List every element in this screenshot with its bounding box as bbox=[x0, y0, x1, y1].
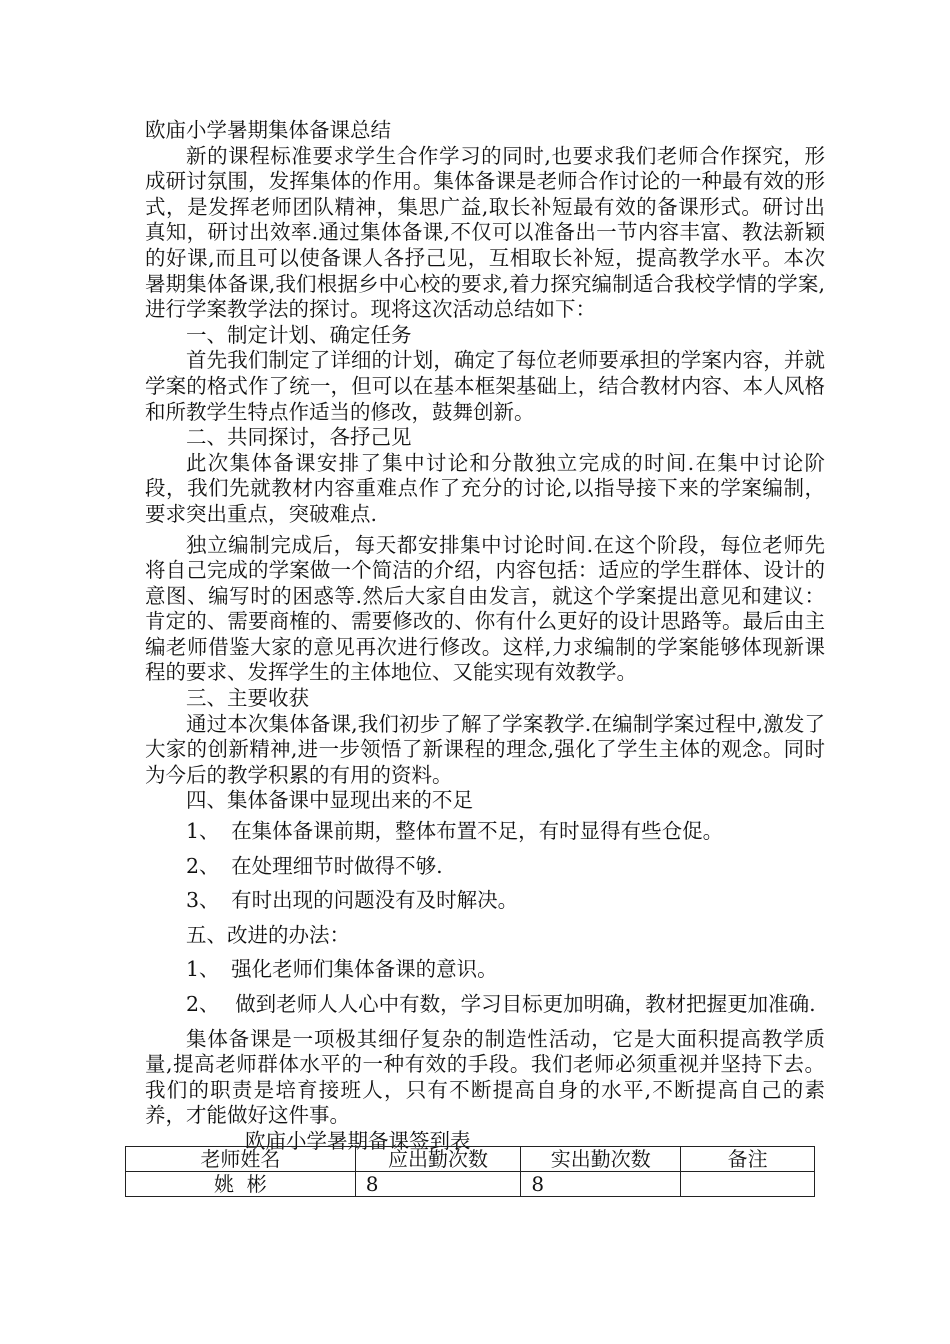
item-number: 3、 bbox=[186, 888, 220, 913]
improvement-item-2 bbox=[145, 992, 825, 1018]
header-actual-attendance: 实出勤次数 bbox=[521, 1147, 681, 1172]
header-expected-attendance: 应出勤次数 bbox=[355, 1147, 521, 1172]
section-2-paragraph-1: 此次集体备课安排了集中讨论和分散独立完成的时间.在集中讨论阶段，我们先就教材内容重难点作了充分的讨论,以指导接下来的学案编制，要求突出重点，突破难点. bbox=[145, 450, 825, 526]
item-number: 1、 bbox=[186, 957, 220, 982]
section-heading-2: 二、共同探讨，各抒己见 bbox=[186, 425, 412, 450]
section-heading-3: 三、主要收获 bbox=[186, 686, 309, 711]
shortcoming-item-3 bbox=[145, 888, 825, 914]
item-text: 做到老师人人心中有数，学习目标更加明确，教材把握更加准确. bbox=[235, 992, 816, 1016]
closing-paragraph: 集体备课是一项极其细仔复杂的制造性活动，它是大面积提高教学质量,提高老师群体水平的一种有效的手段。我们老师必须重视并坚持下去。我们的职责是培育接班人，只有不断提高自身的水平,不断提高自己的素养，才能做好这件事。 bbox=[145, 1026, 825, 1128]
table-row bbox=[126, 1172, 815, 1197]
table-header-row bbox=[126, 1147, 815, 1172]
intro-paragraph: 新的课程标准要求学生合作学习的同时,也要求我们老师合作探究，形成研讨氛围，发挥集体的作用。集体备课是老师合作讨论的一种最有效的形式，是发挥老师团队精神，集思广益,取长补短最有效的备课形式。研讨出真知，研讨出效率.通过集体备课,不仅可以准备出一节内容丰富、教法新颖的好课,而且可以使备课人各抒己见，互相取长补短，提高教学水平。本次暑期集体备课,我们根据乡中心校的要求,着力探究编制适合我校学情的学案,进行学案教学法的探讨。现将这次活动总结如下： bbox=[145, 143, 825, 322]
improvement-item-1 bbox=[145, 957, 825, 983]
cell-expected-attendance: 8 bbox=[355, 1172, 521, 1197]
section-1-paragraph: 首先我们制定了详细的计划，确定了每位老师要承担的学案内容，并就学案的格式作了统一，但可以在基本框架基础上，结合教材内容、本人风格和所教学生特点作适当的修改，鼓舞创新。 bbox=[145, 348, 825, 424]
item-text: 有时出现的问题没有及时解决。 bbox=[231, 888, 519, 913]
item-number: 2、 bbox=[186, 992, 220, 1016]
header-teacher-name: 老师姓名 bbox=[126, 1147, 356, 1172]
item-number: 2、 bbox=[186, 853, 220, 878]
cell-actual-attendance: 8 bbox=[521, 1172, 681, 1197]
cell-teacher-name: 姚 彬 bbox=[126, 1172, 356, 1197]
item-text: 在处理细节时做得不够. bbox=[231, 853, 443, 878]
shortcoming-item-2 bbox=[145, 854, 825, 880]
section-2-paragraph-2: 独立编制完成后，每天都安排集中讨论时间.在这个阶段，每位老师先将自己完成的学案做一个简洁的介绍，内容包括：适应的学生群体、设计的意图、编写时的困惑等.然后大家自由发言，就这个学案提出意见和建议：肯定的、需要商榷的、需要修改的、你有什么更好的设计思路等。最后由主编老师借鉴大家的意见再次进行修改。这样,力求编制的学案能够体现新课程的要求、发挥学生的主体地位、又能实现有效教学。 bbox=[145, 532, 825, 685]
document-title: 欧庙小学暑期集体备课总结 bbox=[145, 118, 391, 142]
section-heading-5: 五、改进的办法： bbox=[186, 922, 350, 947]
cell-remarks bbox=[681, 1172, 815, 1197]
signin-table-title: 欧庙小学暑期备课签到表 bbox=[245, 1128, 471, 1153]
signin-table bbox=[125, 1146, 815, 1197]
shortcoming-item-1 bbox=[145, 819, 825, 845]
section-heading-1: 一、制定计划、确定任务 bbox=[186, 322, 412, 347]
item-number: 1、 bbox=[186, 819, 220, 844]
header-remarks: 备注 bbox=[681, 1147, 815, 1172]
section-heading-4: 四、集体备课中显现出来的不足 bbox=[186, 788, 473, 813]
item-text: 在集体备课前期，整体布置不足，有时显得有些仓促。 bbox=[231, 819, 724, 844]
section-3-paragraph: 通过本次集体备课,我们初步了解了学案教学.在编制学案过程中,激发了大家的创新精神,进一步领悟了新课程的理念,强化了学生主体的观念。同时为今后的教学积累的有用的资料。 bbox=[145, 711, 825, 787]
item-text: 强化老师们集体备课的意识。 bbox=[231, 957, 498, 982]
document-body bbox=[145, 118, 825, 1155]
